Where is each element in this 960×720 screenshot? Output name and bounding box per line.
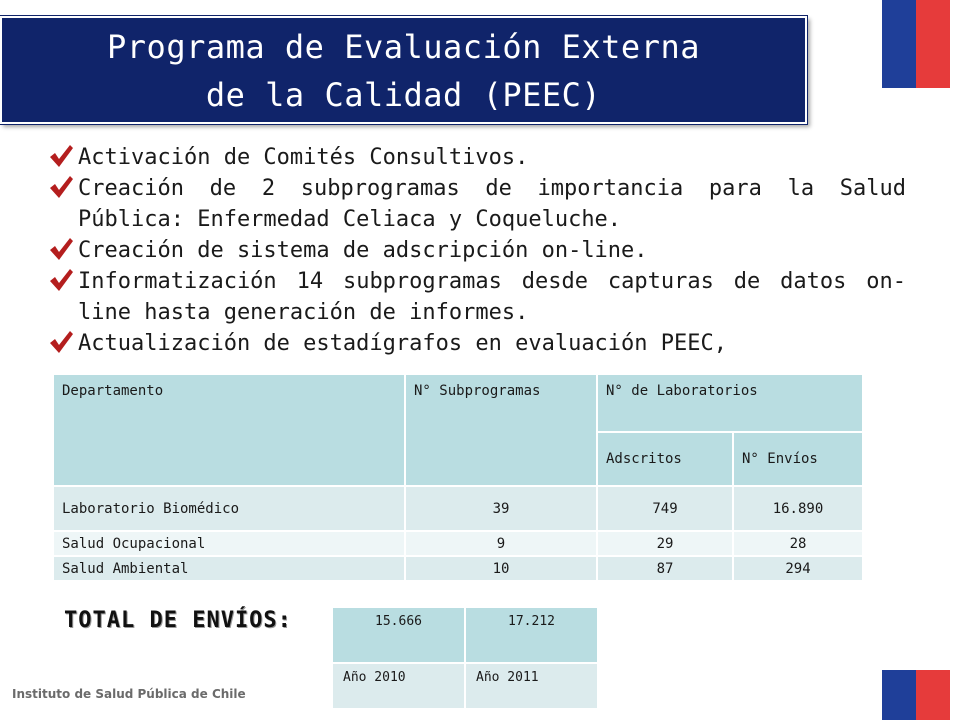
table-row — [53, 531, 863, 556]
bullet-text: Informatización 14 subprogramas desde capturas de datos on- line hasta generación de informes. — [78, 269, 906, 325]
checkmark-icon — [48, 329, 74, 355]
cell-envios: 16.890 — [733, 486, 863, 531]
cell-adscritos: 749 — [597, 486, 733, 531]
footer-institution: Instituto de Salud Pública de Chile — [12, 687, 246, 701]
header-departamento: Departamento — [53, 374, 405, 486]
header-laboratorios: N° de Laboratorios — [597, 374, 863, 432]
bullet-text: Creación de sistema de adscripción on-line. — [78, 238, 648, 263]
title-line-1: Programa de Evaluación Externa — [107, 28, 700, 66]
totals-values-row — [332, 607, 598, 663]
cell-departamento: Laboratorio Biomédico — [53, 486, 405, 531]
cell-subprogramas: 9 — [405, 531, 597, 556]
header-envios: N° Envíos — [733, 432, 863, 486]
cell-envios: 28 — [733, 531, 863, 556]
cell-subprogramas: 10 — [405, 556, 597, 581]
bullet-item — [48, 328, 906, 359]
bullet-item — [48, 173, 906, 235]
total-value-2011: 17.212 — [465, 607, 598, 663]
checkmark-icon — [48, 267, 74, 293]
total-value-2010: 15.666 — [332, 607, 465, 663]
title-banner — [0, 16, 807, 124]
bullet-item — [48, 142, 906, 173]
year-2011: Año 2011 — [465, 663, 598, 709]
cell-adscritos: 87 — [597, 556, 733, 581]
chile-flag-bottom — [882, 670, 950, 720]
cell-adscritos: 29 — [597, 531, 733, 556]
cell-departamento: Salud Ocupacional — [53, 531, 405, 556]
totals-years-row — [332, 663, 598, 709]
table-row — [53, 486, 863, 531]
bullet-item — [48, 266, 906, 328]
cell-envios: 294 — [733, 556, 863, 581]
total-envios-label: TOTAL DE ENVÍOS: — [64, 608, 292, 633]
year-2010: Año 2010 — [332, 663, 465, 709]
chile-flag-top — [882, 0, 950, 88]
checkmark-icon — [48, 174, 74, 200]
checkmark-icon — [48, 143, 74, 169]
title-line-2: de la Calidad (PEEC) — [205, 76, 602, 114]
table-header-row — [53, 374, 863, 432]
header-subprogramas: N° Subprogramas — [405, 374, 597, 486]
checkmark-icon — [48, 236, 74, 262]
totals-table — [331, 606, 599, 710]
laboratories-table — [52, 373, 864, 582]
cell-subprogramas: 39 — [405, 486, 597, 531]
bullet-text: Actualización de estadígrafos en evaluación PEEC, — [78, 331, 728, 356]
header-adscritos: Adscritos — [597, 432, 733, 486]
bullet-list — [48, 142, 906, 359]
bullet-item — [48, 235, 906, 266]
bullet-text: Creación de 2 subprogramas de importancia para la Salud Pública: Enfermedad Celiaca y Coqueluche. — [78, 176, 906, 232]
table-row — [53, 556, 863, 581]
bullet-text: Activación de Comités Consultivos. — [78, 145, 529, 170]
cell-departamento: Salud Ambiental — [53, 556, 405, 581]
